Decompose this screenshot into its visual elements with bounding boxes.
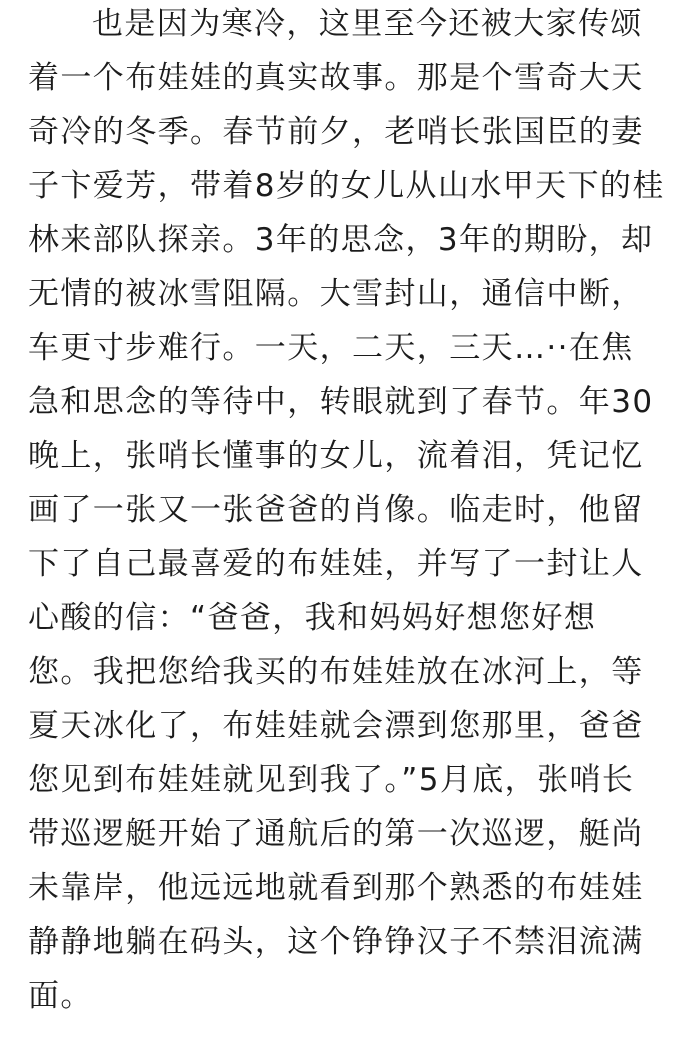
paragraph-line: 您。我把您给我买的布娃娃放在冰河上，等 — [28, 654, 644, 690]
paragraph-line: 夏天冰化了，布娃娃就会漂到您那里，爸爸 — [28, 708, 644, 744]
paragraph-line: 奇冷的冬季。春节前夕，老哨长张国臣的妻 — [28, 114, 644, 150]
paragraph-line: 无情的被冰雪阻隔。大雪封山，通信中断， — [28, 276, 644, 312]
paragraph-line: 子卞爱芳，带着8岁的女儿从山水甲天下的桂 — [28, 168, 665, 204]
paragraph-line: 面。 — [28, 978, 93, 1014]
paragraph-line: 未靠岸，他远远地就看到那个熟悉的布娃娃 — [28, 870, 644, 906]
paragraph-line: 您见到布娃娃就见到我了。”5月底，张哨长 — [28, 762, 635, 798]
paragraph-line: 车更寸步难行。一天，二天，三天…··在焦 — [28, 330, 634, 366]
paragraph-line: 晚上，张哨长懂事的女儿，流着泪，凭记忆 — [28, 438, 644, 474]
paragraph-line: 急和思念的等待中，转眼就到了春节。年30 — [28, 384, 654, 420]
paragraph-line: 静静地躺在码头，这个铮铮汉子不禁泪流满 — [28, 924, 644, 960]
paragraph-line: 下了自己最喜爱的布娃娃，并写了一封让人 — [28, 546, 644, 582]
paragraph-line: 也是因为寒冷，这里至今还被大家传颂 — [92, 6, 643, 42]
paragraph-line: 画了一张又一张爸爸的肖像。临走时，他留 — [28, 492, 644, 528]
paragraph-line: 着一个布娃娃的真实故事。那是个雪奇大天 — [28, 60, 644, 96]
paragraph-line: 心酸的信：“爸爸，我和妈妈好想您好想 — [28, 600, 597, 636]
paragraph-line: 林来部队探亲。3年的思念，3年的期盼，却 — [28, 222, 654, 258]
paragraph-line: 带巡逻艇开始了通航后的第一次巡逻，艇尚 — [28, 816, 644, 852]
